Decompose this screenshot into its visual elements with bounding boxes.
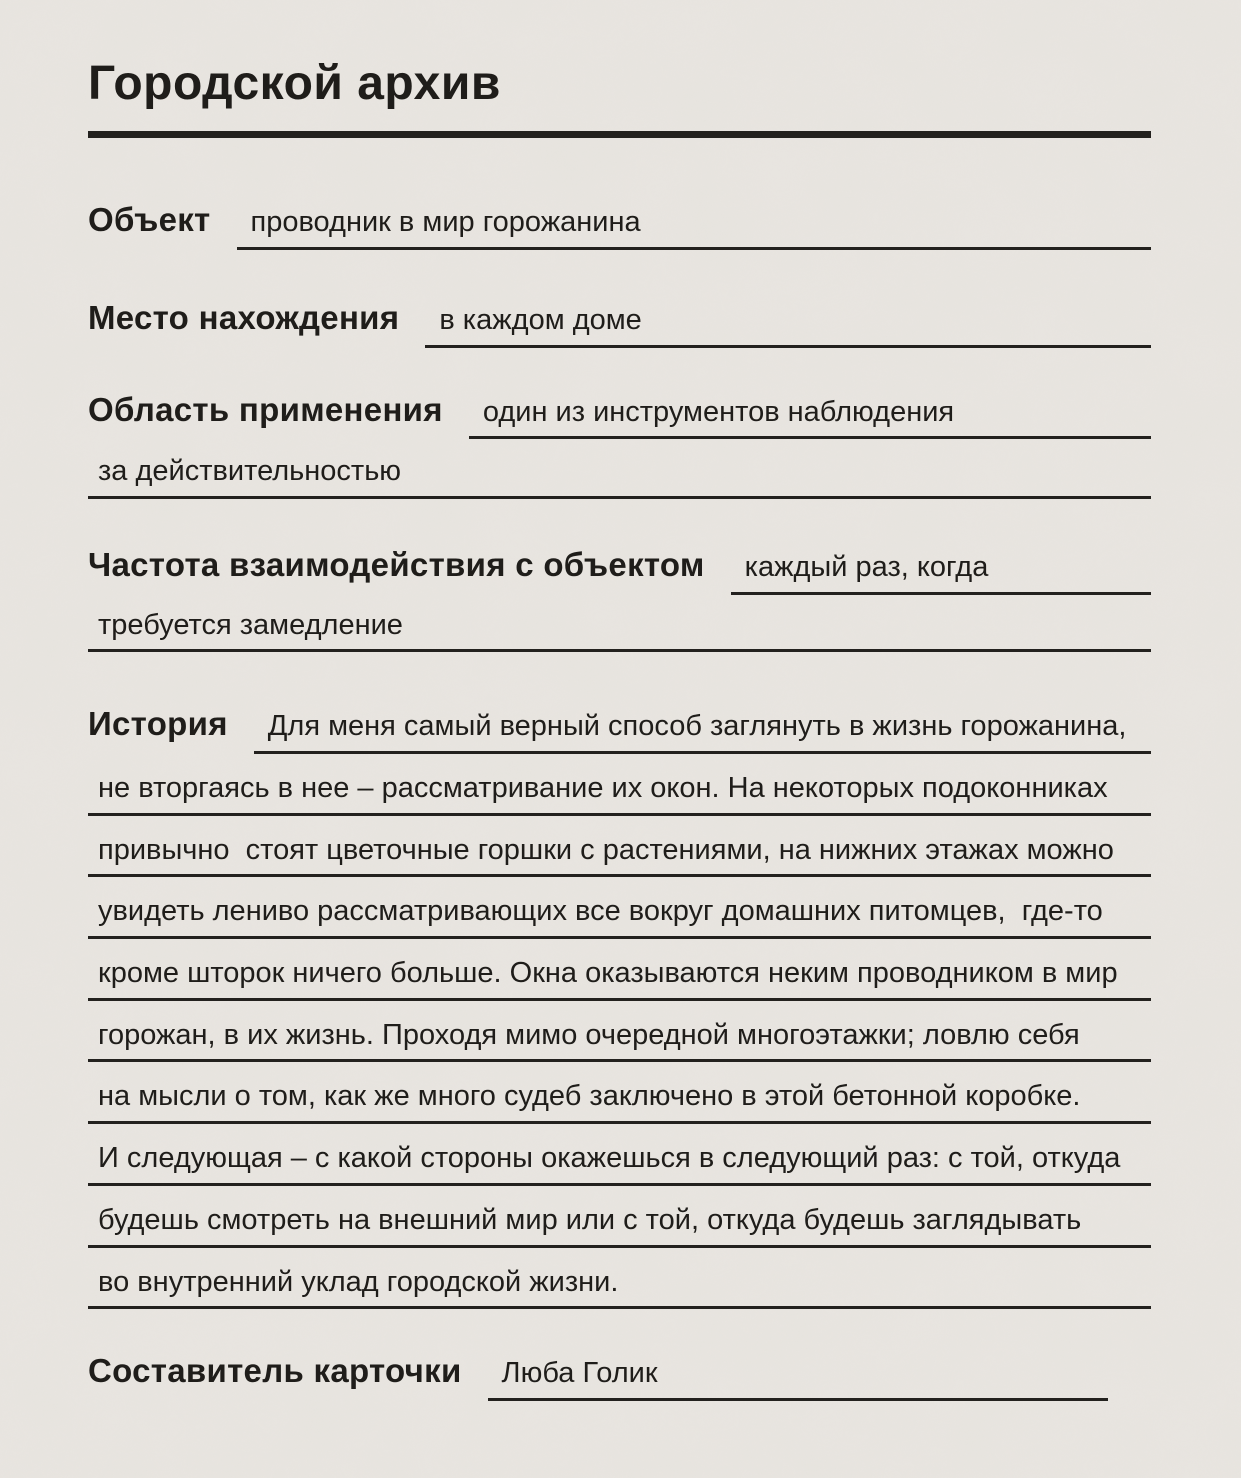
title-divider [88,131,1151,138]
field-history-line: кроме шторок ничего больше. Окна оказываются неким проводником в мир [88,955,1151,1001]
field-compiler-value: Люба Голик [488,1355,1108,1401]
field-application-label: Область применения [88,390,443,428]
field-location-label: Место нахождения [88,298,400,336]
field-frequency [88,543,1151,595]
field-frequency-continuation: требуется замедление [88,607,1151,653]
field-location-value: в каждом доме [425,302,1151,348]
field-history-line: на мысли о том, как же много судеб заключено в этой бетонной коробке. [88,1078,1151,1124]
field-history-value: Для меня самый верный способ заглянуть в жизнь горожанина, [254,708,1151,754]
field-history-line: не вторгаясь в нее – рассматривание их окон. На некоторых подоконниках [88,770,1151,816]
field-history-label: История [88,705,228,743]
field-history-line: И следующая – с какой стороны окажешься в следующий раз: с той, откуда [88,1140,1151,1186]
field-compiler [88,1349,1151,1401]
field-history-line: привычно стоят цветочные горшки с растениями, на нижних этажах можно [88,832,1151,878]
field-history-line: будешь смотреть на внешний мир или с той, откуда будешь заглядывать [88,1202,1151,1248]
field-application [88,388,1151,440]
field-frequency-label: Частота взаимодействия с объектом [88,545,705,583]
field-location [88,296,1151,348]
field-frequency-value: каждый раз, когда [731,549,1151,595]
field-object-value: проводник в мир горожанина [237,204,1151,250]
field-history [88,702,1151,754]
field-history-line: во внутренний уклад городской жизни. [88,1264,1151,1310]
field-application-value: один из инструментов наблюдения [469,394,1151,440]
field-application-continuation: за действительностью [88,453,1151,499]
page-title: Городской архив [88,57,501,110]
field-compiler-label: Составитель карточки [88,1352,462,1390]
field-object [88,198,1151,250]
field-object-label: Объект [88,201,211,239]
field-history-line: увидеть лениво рассматривающих все вокруг домашних питомцев, где-то [88,893,1151,939]
field-history-line: горожан, в их жизнь. Проходя мимо очередной многоэтажки; ловлю себя [88,1017,1151,1063]
